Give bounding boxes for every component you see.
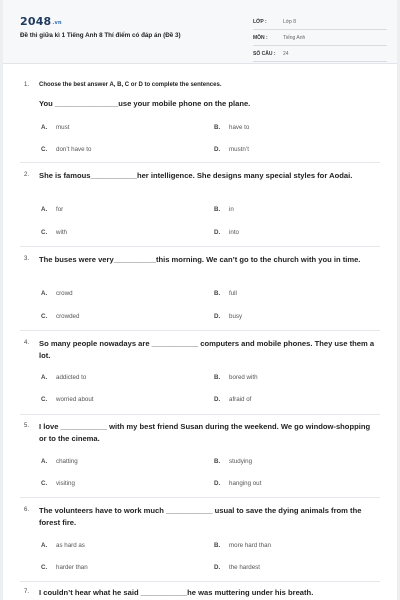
logo-suffix: .vn: [52, 20, 62, 26]
document-header: [3, 0, 397, 64]
meta-value: Tiếng Anh: [283, 34, 306, 41]
question-text: She is famous___________her intelligence. She designs many special styles for Aodai.: [39, 171, 353, 180]
option-a[interactable]: A. addicted to: [41, 374, 87, 381]
option-b[interactable]: B. full: [214, 290, 237, 297]
question-text: So many people nowadays are ___________ computers and mobile phones. They use them a lot.: [39, 339, 375, 360]
option-c[interactable]: C. with: [41, 229, 68, 236]
option-b[interactable]: B. more hard than: [214, 542, 271, 549]
divider: [20, 246, 380, 247]
question-text: I love ___________ with my best friend Susan during the weekend. We go window-shopping or to the cinema.: [39, 422, 371, 443]
option-d[interactable]: D. afraid of: [214, 396, 252, 403]
option-d[interactable]: D. mustn’t: [214, 146, 249, 153]
question-instruction: Choose the best answer A, B, C or D to complete the sentences.: [39, 82, 222, 88]
question-text: I couldn’t hear what he said ___________he was muttering under his breath.: [39, 588, 314, 597]
question-text: The buses were very__________this morning. We can’t go to the church with you in time.: [39, 255, 361, 264]
meta-label: MÔN :: [253, 34, 268, 41]
question-number: 4.: [24, 340, 30, 346]
meta-label: SỐ CÂU :: [253, 50, 276, 57]
meta-info: [253, 14, 387, 62]
option-c[interactable]: C. visiting: [41, 480, 75, 487]
document-page: [3, 0, 397, 600]
option-a[interactable]: A. as hard as: [41, 542, 85, 549]
meta-value: Lớp 8: [283, 18, 297, 25]
question-number: 3.: [24, 256, 30, 262]
question-text: You _______________use your mobile phone on the plane.: [39, 99, 251, 108]
option-b[interactable]: B. studying: [214, 458, 253, 465]
document-title: Đề thi giữa kì 1 Tiếng Anh 8 Thí điểm có đáp án (Đề 3): [20, 32, 181, 39]
option-c[interactable]: C. harder than: [41, 564, 88, 571]
divider: [20, 162, 380, 163]
logo-text: 2048: [20, 15, 52, 28]
divider: [20, 497, 380, 498]
divider: [20, 581, 380, 582]
option-d[interactable]: D. hanging out: [214, 480, 262, 487]
question-number: 1.: [24, 82, 30, 88]
meta-value: 24: [283, 50, 289, 57]
site-logo[interactable]: [20, 15, 62, 28]
option-d[interactable]: D. into: [214, 229, 239, 236]
option-c[interactable]: C. don’t have to: [41, 146, 92, 153]
option-b[interactable]: B. bored with: [214, 374, 258, 381]
question-text: The volunteers have to work much ___________ usual to save the dying animals from the forest fire.: [39, 506, 362, 527]
question-number: 5.: [24, 423, 30, 429]
option-a[interactable]: A. chatting: [41, 458, 78, 465]
question-number: 6.: [24, 507, 30, 513]
meta-row-count: [253, 46, 387, 62]
option-b[interactable]: B. have to: [214, 124, 250, 131]
divider: [20, 414, 380, 415]
option-a[interactable]: A. crowd: [41, 290, 73, 297]
question-number: 2.: [24, 172, 30, 178]
option-b[interactable]: B. in: [214, 206, 234, 213]
meta-row-class: [253, 14, 387, 30]
meta-row-subject: [253, 30, 387, 46]
meta-label: LỚP :: [253, 18, 267, 25]
option-d[interactable]: D. the hardest: [214, 564, 260, 571]
option-a[interactable]: A. must: [41, 124, 70, 131]
question-number: 7.: [24, 589, 30, 595]
option-d[interactable]: D. busy: [214, 313, 243, 320]
divider: [20, 330, 380, 331]
option-a[interactable]: A. for: [41, 206, 64, 213]
option-c[interactable]: C. worried about: [41, 396, 94, 403]
option-c[interactable]: C. crowded: [41, 313, 80, 320]
